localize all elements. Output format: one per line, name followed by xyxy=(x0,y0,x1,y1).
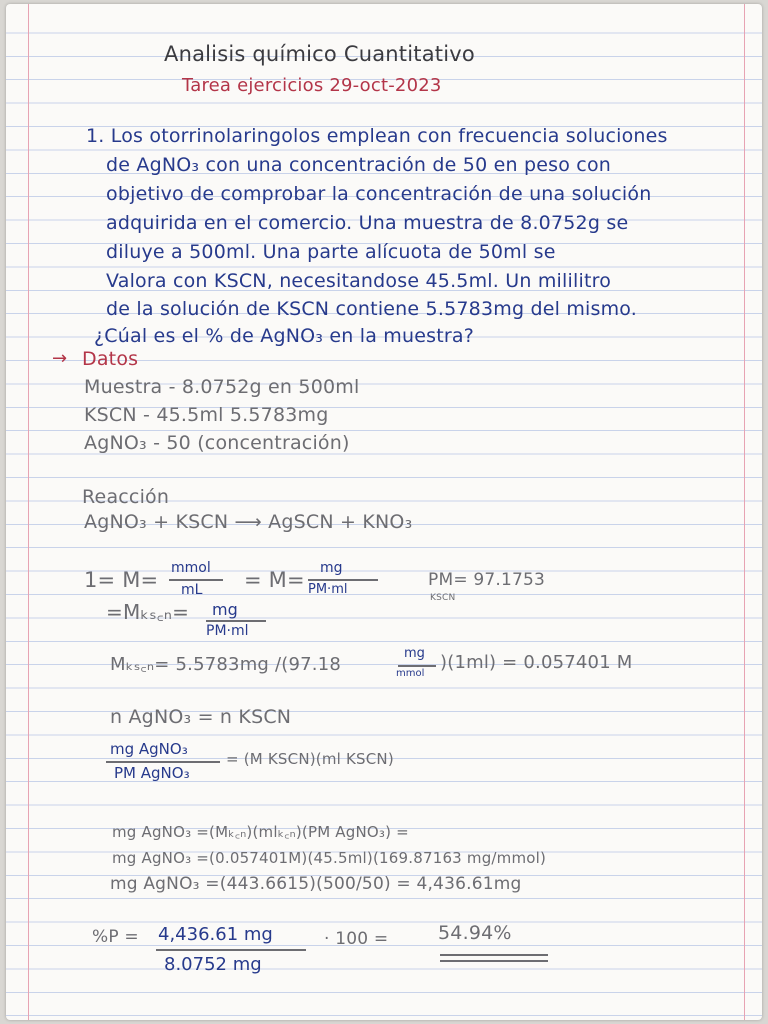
result-denominator: 8.0752 mg xyxy=(164,954,262,975)
margin-line-right xyxy=(744,4,745,1020)
fraction-bar xyxy=(169,579,223,581)
times-hundred: · 100 = xyxy=(324,929,389,949)
reaccion-heading: Reacción xyxy=(82,486,170,508)
answer-underline xyxy=(440,954,548,956)
fraction-numerator: mg xyxy=(212,600,238,619)
answer-underline xyxy=(440,960,548,962)
unit-numerator: mg xyxy=(404,646,425,661)
fraction-numerator: mmol xyxy=(171,560,211,576)
problem-line: Valora con KSCN, necesitandose 45.5ml. Un mililitro xyxy=(106,270,612,292)
fraction-numerator: mg AgNO₃ xyxy=(110,740,188,758)
margin-line-left xyxy=(28,4,29,1020)
page-title: Analisis químico Cuantitativo xyxy=(164,42,475,66)
arrow-icon: → xyxy=(52,348,68,369)
problem-line: de AgNO₃ con una concentración de 50 en peso con xyxy=(106,154,612,176)
problem-line: ¿Cúal es el % de AgNO₃ en la muestra? xyxy=(94,325,475,347)
page-subtitle: Tarea ejercicios 29-oct-2023 xyxy=(182,75,442,96)
problem-line: 1. Los otorrinolaringolos emplean con frecuencia soluciones xyxy=(86,125,668,147)
mkscn-left: Mₖₛ꜀ₙ= 5.5783mg /(97.18 xyxy=(110,654,341,675)
molar-mass-kscn: PM= 97.1753 xyxy=(428,570,546,590)
fraction-bar xyxy=(398,665,436,667)
unit-denominator: mmol xyxy=(396,668,425,679)
fraction-denominator: PM·ml xyxy=(308,582,348,597)
mass-line: mg AgNO₃ =(443.6615)(500/50) = 4,436.61mg xyxy=(110,874,522,894)
percent-lead: %P = xyxy=(92,927,139,947)
fraction-bar xyxy=(106,761,220,763)
mkscn-lead: =Mₖₛ꜀ₙ= xyxy=(106,600,190,624)
datos-line: Muestra - 8.0752g en 500ml xyxy=(84,376,360,398)
formula-equals: = M= xyxy=(244,568,305,592)
fraction-denominator: PM AgNO₃ xyxy=(114,764,190,782)
formula-lead: 1= M= xyxy=(84,568,159,592)
problem-line: adquirida en el comercio. Una muestra de 8.0752g se xyxy=(106,212,629,234)
fraction-denominator: PM·ml xyxy=(206,623,249,639)
mole-equality-rhs: = (M KSCN)(ml KSCN) xyxy=(226,750,394,768)
fraction-numerator: mg xyxy=(320,560,343,576)
problem-line: diluye a 500ml. Una parte alícuota de 50ml se xyxy=(106,241,556,263)
fraction-bar xyxy=(156,949,306,951)
datos-line: AgNO₃ - 50 (concentración) xyxy=(84,432,350,454)
reaction-equation: AgNO₃ + KSCN ⟶ AgSCN + KNO₃ xyxy=(84,511,413,533)
final-answer: 54.94% xyxy=(438,922,512,944)
mass-line: mg AgNO₃ =(Mₖ꜀ₙ)(mlₖ꜀ₙ)(PM AgNO₃) = xyxy=(112,823,409,841)
problem-line: de la solución de KSCN contiene 5.5783mg del mismo. xyxy=(106,298,638,320)
result-numerator: 4,436.61 mg xyxy=(158,924,273,945)
molar-mass-label: KSCN xyxy=(430,593,456,603)
notebook-page xyxy=(6,4,762,1020)
datos-line: KSCN - 45.5ml 5.5783mg xyxy=(84,404,329,426)
fraction-bar xyxy=(308,579,378,581)
problem-line: objetivo de comprobar la concentración de una solución xyxy=(106,183,652,205)
fraction-bar xyxy=(206,620,266,622)
mole-equality-line: n AgNO₃ = n KSCN xyxy=(110,706,292,728)
fraction-denominator: mL xyxy=(181,582,203,598)
mass-line: mg AgNO₃ =(0.057401M)(45.5ml)(169.87163 mg/mmol) xyxy=(112,849,547,867)
datos-heading: Datos xyxy=(82,348,139,370)
mkscn-right: )(1ml) = 0.057401 M xyxy=(440,652,633,673)
